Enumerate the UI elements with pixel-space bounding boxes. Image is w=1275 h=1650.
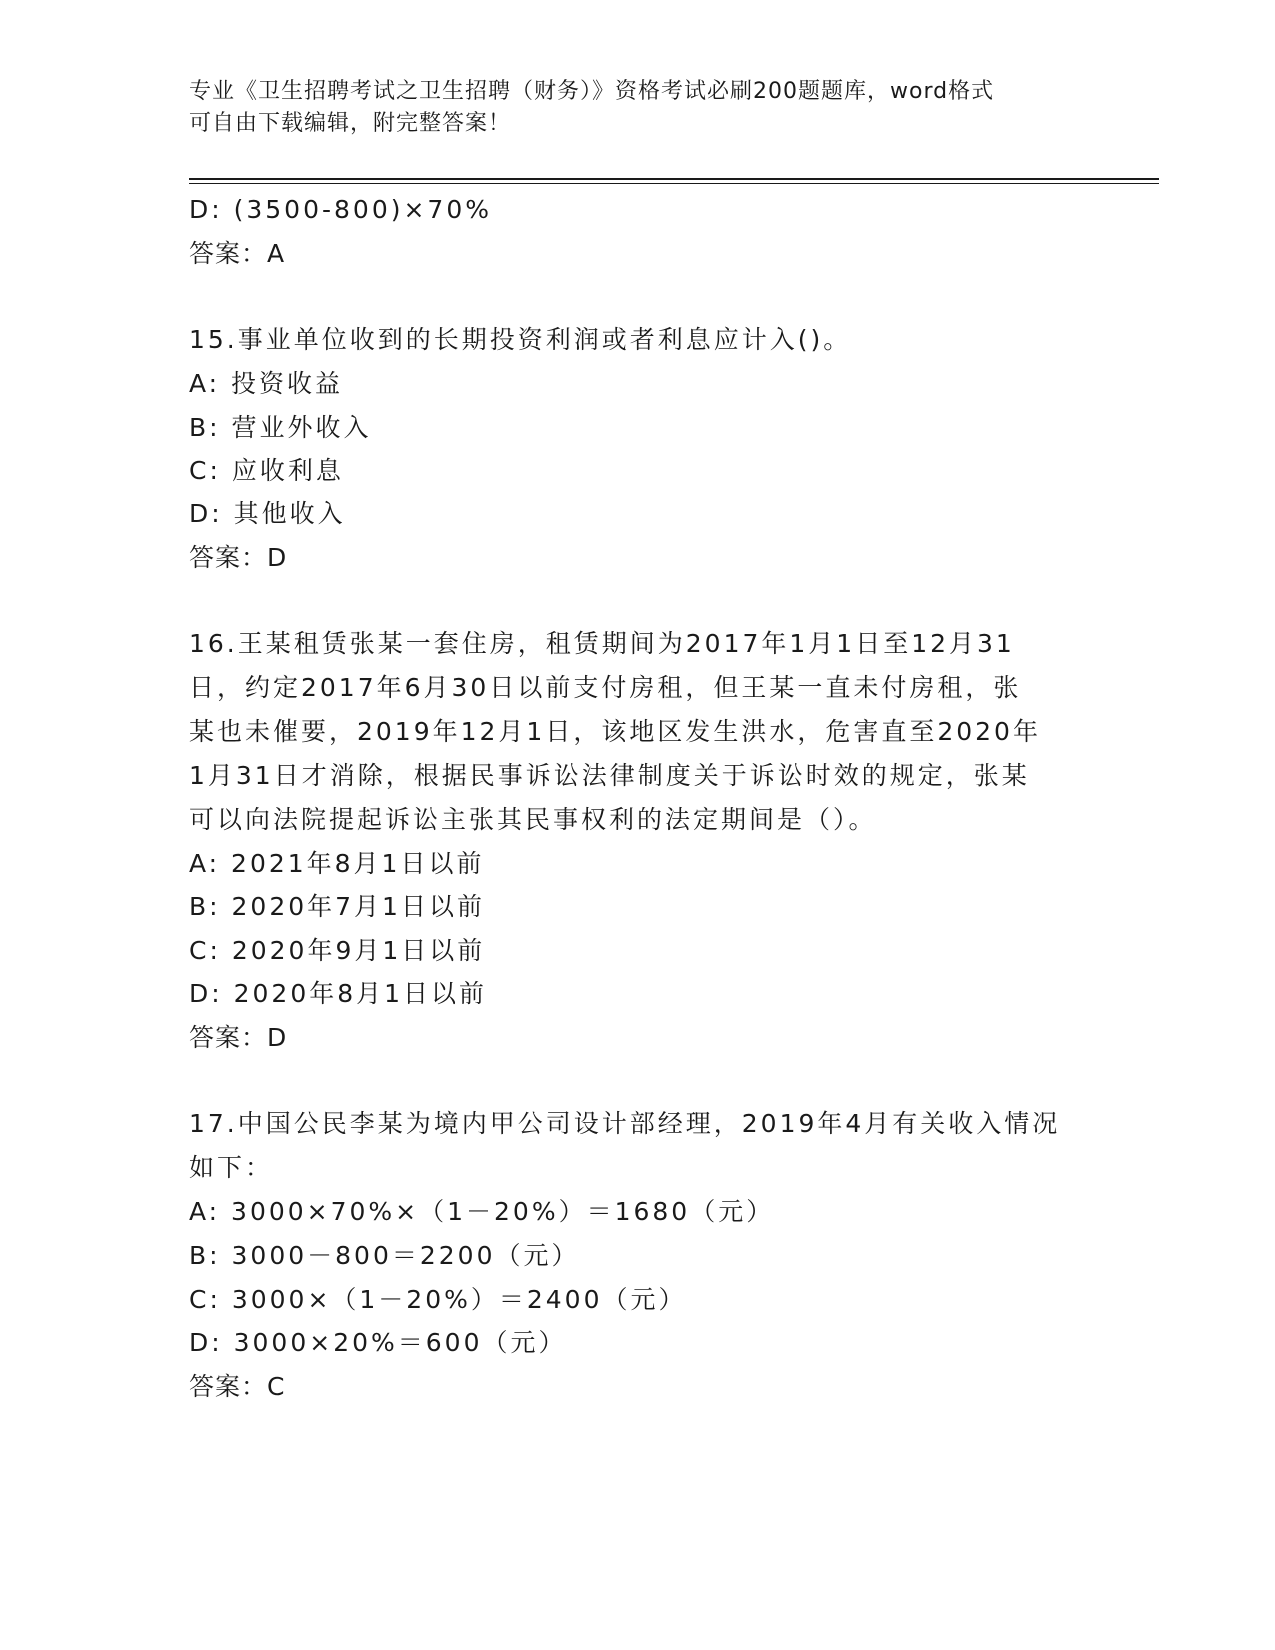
q15-option-c: C: 应收利息 (189, 456, 344, 485)
header-line-1: 专业《卫生招聘考试之卫生招聘（财务）》资格考试必刷200题题库，word格式 (189, 79, 995, 104)
q16-stem-line-1: 16.王某租赁张某一套住房，租赁期间为2017年1月1日至12月31 (189, 629, 1015, 658)
q15-stem: 15.事业单位收到的长期投资利润或者利息应计入()。 (189, 325, 852, 354)
q16-option-b: B: 2020年7月1日以前 (189, 892, 485, 921)
q16-option-a: A: 2021年8月1日以前 (189, 849, 485, 878)
q15-option-b: B: 营业外收入 (189, 413, 372, 442)
header-rule-thick (189, 178, 1159, 180)
q16-option-c: C: 2020年9月1日以前 (189, 936, 486, 965)
q17-stem-line-2: 如下： (189, 1153, 274, 1182)
q16-stem-line-5: 可以向法院提起诉讼主张其民事权利的法定期间是（）。 (189, 805, 877, 834)
q15-option-d: D: 其他收入 (189, 499, 346, 528)
q15-answer: 答案：D (189, 543, 288, 572)
page-header (189, 76, 1089, 140)
q16-stem-line-3: 某也未催要，2019年12月1日，该地区发生洪水，危害直至2020年 (189, 717, 1041, 746)
q17-option-b: B: 3000－800＝2200（元） (189, 1241, 580, 1270)
q17-stem-line-1: 17.中国公民李某为境内甲公司设计部经理，2019年4月有关收入情况 (189, 1109, 1061, 1138)
q17-option-a: A: 3000×70%×（1－20%）＝1680（元） (189, 1197, 775, 1226)
q14-answer: 答案：A (189, 239, 286, 268)
q17-answer: 答案：C (189, 1372, 286, 1401)
q15-option-a: A: 投资收益 (189, 369, 344, 398)
q16-stem-line-2: 日，约定2017年6月30日以前支付房租，但王某一直未付房租，张 (189, 673, 1022, 702)
q17-option-c: C: 3000×（1－20%）＝2400（元） (189, 1285, 687, 1314)
q14-option-d: D: (3500-800)×70% (189, 195, 493, 224)
q17-option-d: D: 3000×20%＝600（元） (189, 1328, 567, 1357)
header-rule-thin (189, 183, 1159, 184)
header-line-2: 可自由下载编辑，附完整答案！ (189, 111, 512, 136)
q16-answer: 答案：D (189, 1023, 288, 1052)
q16-stem-line-4: 1月31日才消除，根据民事诉讼法律制度关于诉讼时效的规定，张某 (189, 761, 1030, 790)
q16-option-d: D: 2020年8月1日以前 (189, 979, 488, 1008)
